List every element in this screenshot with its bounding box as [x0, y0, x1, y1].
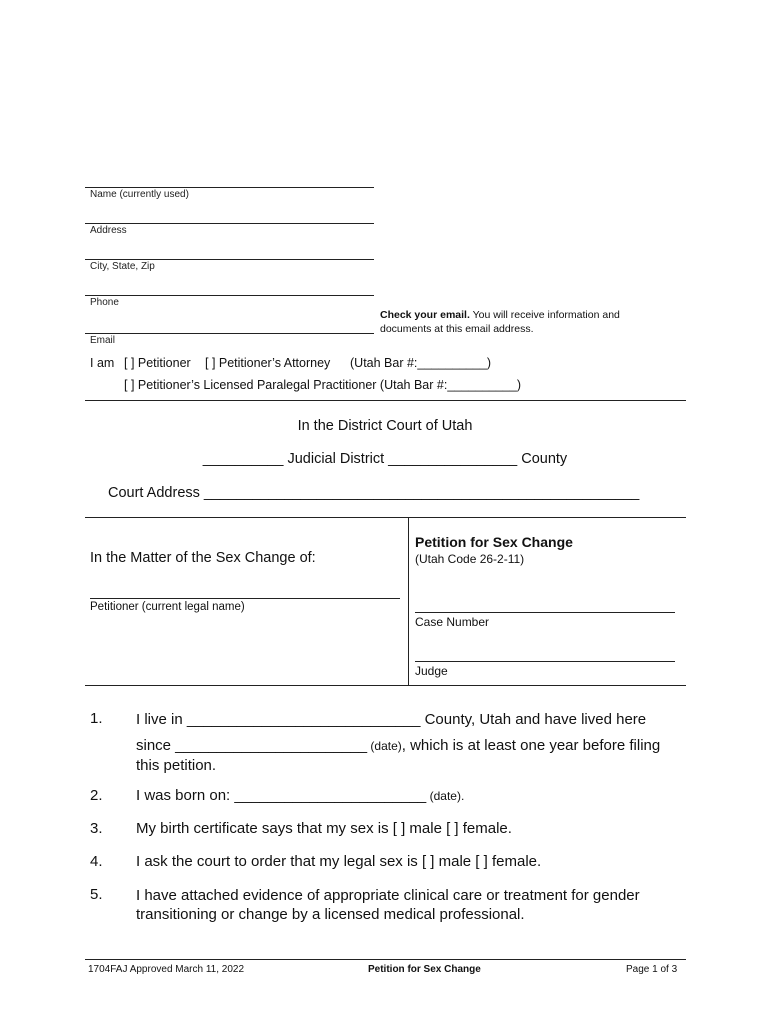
- item-1-text: [136, 710, 696, 775]
- petitioner-name-line[interactable]: [90, 598, 400, 599]
- case-number-line[interactable]: [415, 612, 675, 613]
- court-title: In the District Court of Utah: [297, 418, 473, 434]
- phone-line[interactable]: [85, 295, 374, 296]
- check-email-bold: Check your email.: [380, 309, 470, 321]
- name-label: Name (currently used): [90, 189, 189, 200]
- case-number-label: Case Number: [415, 615, 490, 629]
- footer-line: [85, 959, 686, 960]
- judge-label: Judge: [415, 664, 448, 678]
- footer-page: Page 1 of 3: [626, 964, 678, 975]
- item-5-text: [136, 886, 696, 924]
- petition-title: Petition for Sex Change: [415, 534, 573, 550]
- court-address-line[interactable]: Court Address ______________________________________________________: [108, 485, 640, 501]
- divider-top: [85, 400, 686, 401]
- city-label: City, State, Zip: [90, 261, 155, 272]
- address-line[interactable]: [85, 223, 374, 224]
- iam-prefix: I am: [90, 356, 115, 370]
- item-1-line3: this petition.: [136, 757, 217, 774]
- check-email-rest: You will receive information and: [469, 309, 620, 321]
- attorney-checkbox[interactable]: [ ] Petitioner’s Attorney: [205, 356, 331, 370]
- phone-label: Phone: [90, 297, 119, 308]
- item-4-text[interactable]: I ask the court to order that my legal sex is [ ] male [ ] female.: [136, 853, 542, 870]
- check-email-line2: documents at this email address.: [380, 323, 534, 335]
- item-1-date-note: (date): [367, 739, 402, 753]
- caption-top-line: [85, 517, 686, 518]
- item-1-line1[interactable]: I live in ____________________________ County, Utah and have lived here: [136, 711, 647, 728]
- petitioner-checkbox[interactable]: [ ] Petitioner: [124, 356, 191, 370]
- check-email-note: [380, 308, 680, 336]
- footer-form-id: 1704FAJ Approved March 11, 2022: [88, 964, 245, 975]
- item-2-number: 2.: [90, 787, 103, 804]
- item-5-line2: transitioning or change by a licensed medical professional.: [136, 906, 525, 923]
- item-4-number: 4.: [90, 853, 103, 870]
- address-label: Address: [90, 225, 127, 236]
- utah-bar-number[interactable]: (Utah Bar #:__________): [350, 356, 492, 370]
- item-3-number: 3.: [90, 820, 103, 837]
- email-label: Email: [90, 335, 116, 346]
- petitioner-name-label: Petitioner (current legal name): [90, 601, 245, 613]
- item-1-line2-rest: , which is at least one year before filing: [401, 737, 661, 754]
- email-line[interactable]: [85, 333, 374, 334]
- item-3-text[interactable]: My birth certificate says that my sex is [ ] male [ ] female.: [136, 820, 512, 837]
- judge-line[interactable]: [415, 661, 675, 662]
- judicial-district-line[interactable]: __________ Judicial District ________________ County: [202, 451, 568, 467]
- item-1-since[interactable]: since _______________________: [136, 737, 368, 754]
- matter-heading: In the Matter of the Sex Change of:: [90, 550, 316, 566]
- item-2-born-on[interactable]: I was born on: _______________________: [136, 787, 427, 804]
- utah-code: (Utah Code 26-2-11): [415, 552, 525, 566]
- caption-bottom-line: [85, 685, 686, 686]
- name-line[interactable]: [85, 187, 374, 188]
- item-2-date-note: (date).: [426, 789, 465, 803]
- paralegal-checkbox[interactable]: [ ] Petitioner’s Licensed Paralegal Practitioner (Utah Bar #:__________): [124, 378, 521, 392]
- caption-divider: [408, 517, 409, 685]
- item-2-text[interactable]: [136, 787, 464, 804]
- item-5-line1: I have attached evidence of appropriate clinical care or treatment for gender: [136, 887, 640, 904]
- city-line[interactable]: [85, 259, 374, 260]
- footer-title: Petition for Sex Change: [368, 964, 481, 975]
- item-5-number: 5.: [90, 886, 103, 903]
- item-1-number: 1.: [90, 710, 103, 727]
